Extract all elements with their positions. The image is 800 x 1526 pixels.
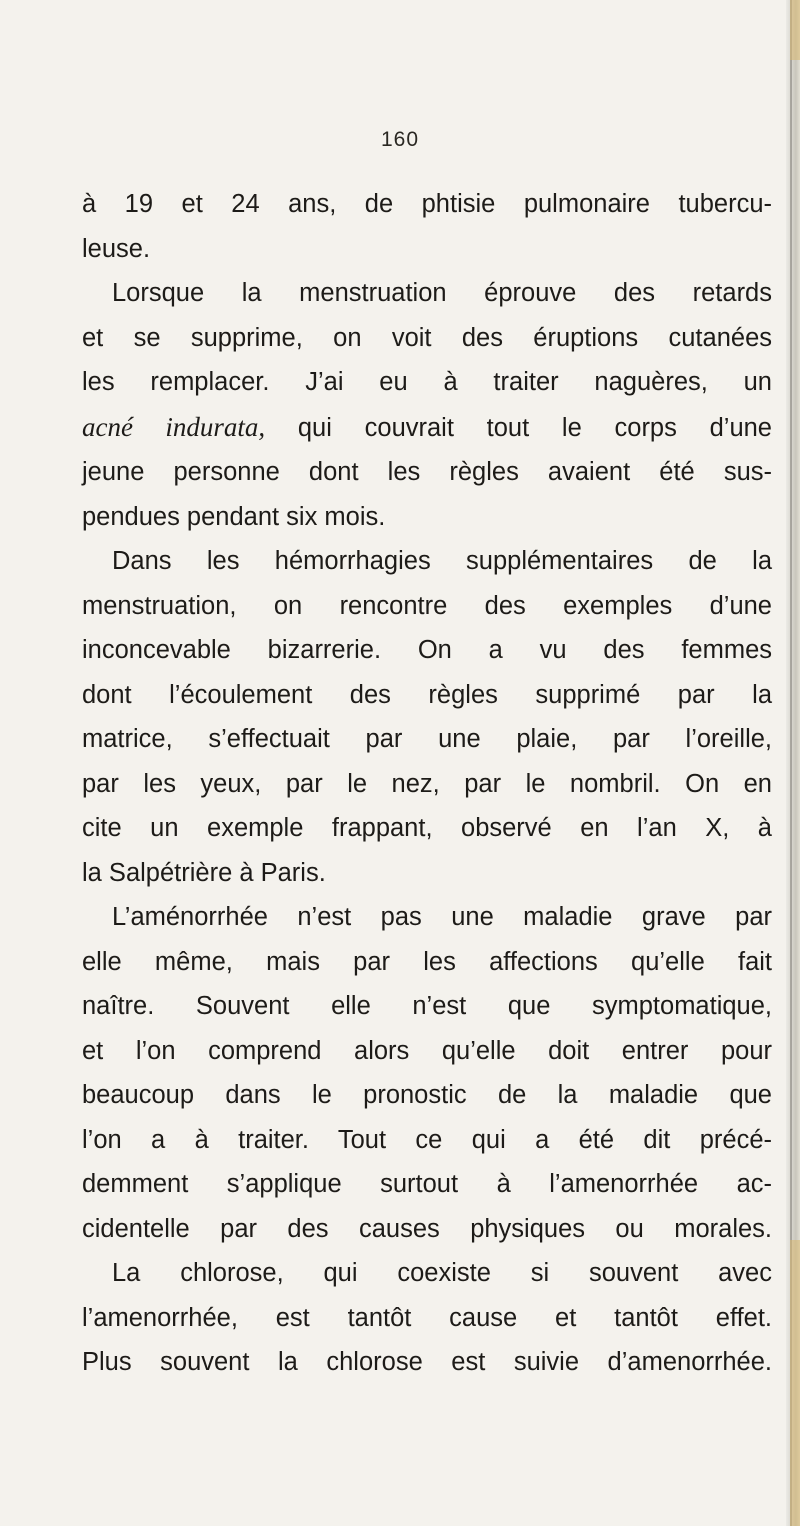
page-edge-stain-top [790, 0, 800, 60]
text-line: beaucoup dans le pronostic de la maladie que [82, 1081, 772, 1109]
text-line: cite un exemple frappant, observé en l’an X, à [82, 814, 772, 842]
text-line: jeune personne dont les règles avaient été sus- [82, 458, 772, 486]
text-line: cidentelle par des causes physiques ou morales. [82, 1214, 772, 1243]
text-line: l’amenorrhée, est tantôt cause et tantôt effet. [82, 1303, 772, 1332]
text-line: Lorsque la menstruation éprouve des retards [112, 279, 772, 307]
text-line: par les yeux, par le nez, par le nombril. On en [82, 769, 772, 798]
text-line-rest: qui couvrait tout le corps d’une [265, 413, 772, 442]
text-line: leuse. [82, 234, 151, 263]
text-line: Dans les hémorrhagies supplémentaires de la [112, 547, 772, 575]
text-line: demment s’applique surtout à l’amenorrhée ac- [82, 1170, 772, 1198]
text-line: les remplacer. J’ai eu à traiter naguères, un [82, 368, 772, 396]
italic-term: acné indurata, [82, 411, 266, 442]
page-edge-stain-bottom [790, 1240, 800, 1526]
page-number: 160 [380, 128, 420, 151]
text-line: l’on a à traiter. Tout ce qui a été dit précé- [82, 1125, 772, 1154]
text-line: la Salpétrière à Paris. [82, 858, 326, 887]
text-line [82, 405, 772, 451]
text-line: à 19 et 24 ans, de phtisie pulmonaire tubercu- [82, 190, 772, 218]
text-line: Plus souvent la chlorose est suivie d’amenorrhée. [82, 1348, 772, 1376]
text-line: et se supprime, on voit des éruptions cutanées [82, 323, 772, 352]
text-line: L’aménorrhée n’est pas une maladie grave par [112, 903, 772, 931]
text-line: La chlorose, qui coexiste si souvent avec [112, 1259, 772, 1287]
body-text [82, 182, 772, 1385]
text-line: pendues pendant six mois. [82, 502, 386, 531]
text-line: inconcevable bizarrerie. On a vu des femmes [82, 636, 772, 664]
text-line: elle même, mais par les affections qu’elle fait [82, 947, 772, 976]
text-line: menstruation, on rencontre des exemples d’une [82, 591, 772, 620]
text-line: matrice, s’effectuait par une plaie, par l’oreille, [82, 725, 772, 753]
text-line: dont l’écoulement des règles supprimé par la [82, 680, 772, 709]
text-line: naître. Souvent elle n’est que symptomatique, [82, 992, 772, 1020]
text-line: et l’on comprend alors qu’elle doit entrer pour [82, 1036, 772, 1065]
